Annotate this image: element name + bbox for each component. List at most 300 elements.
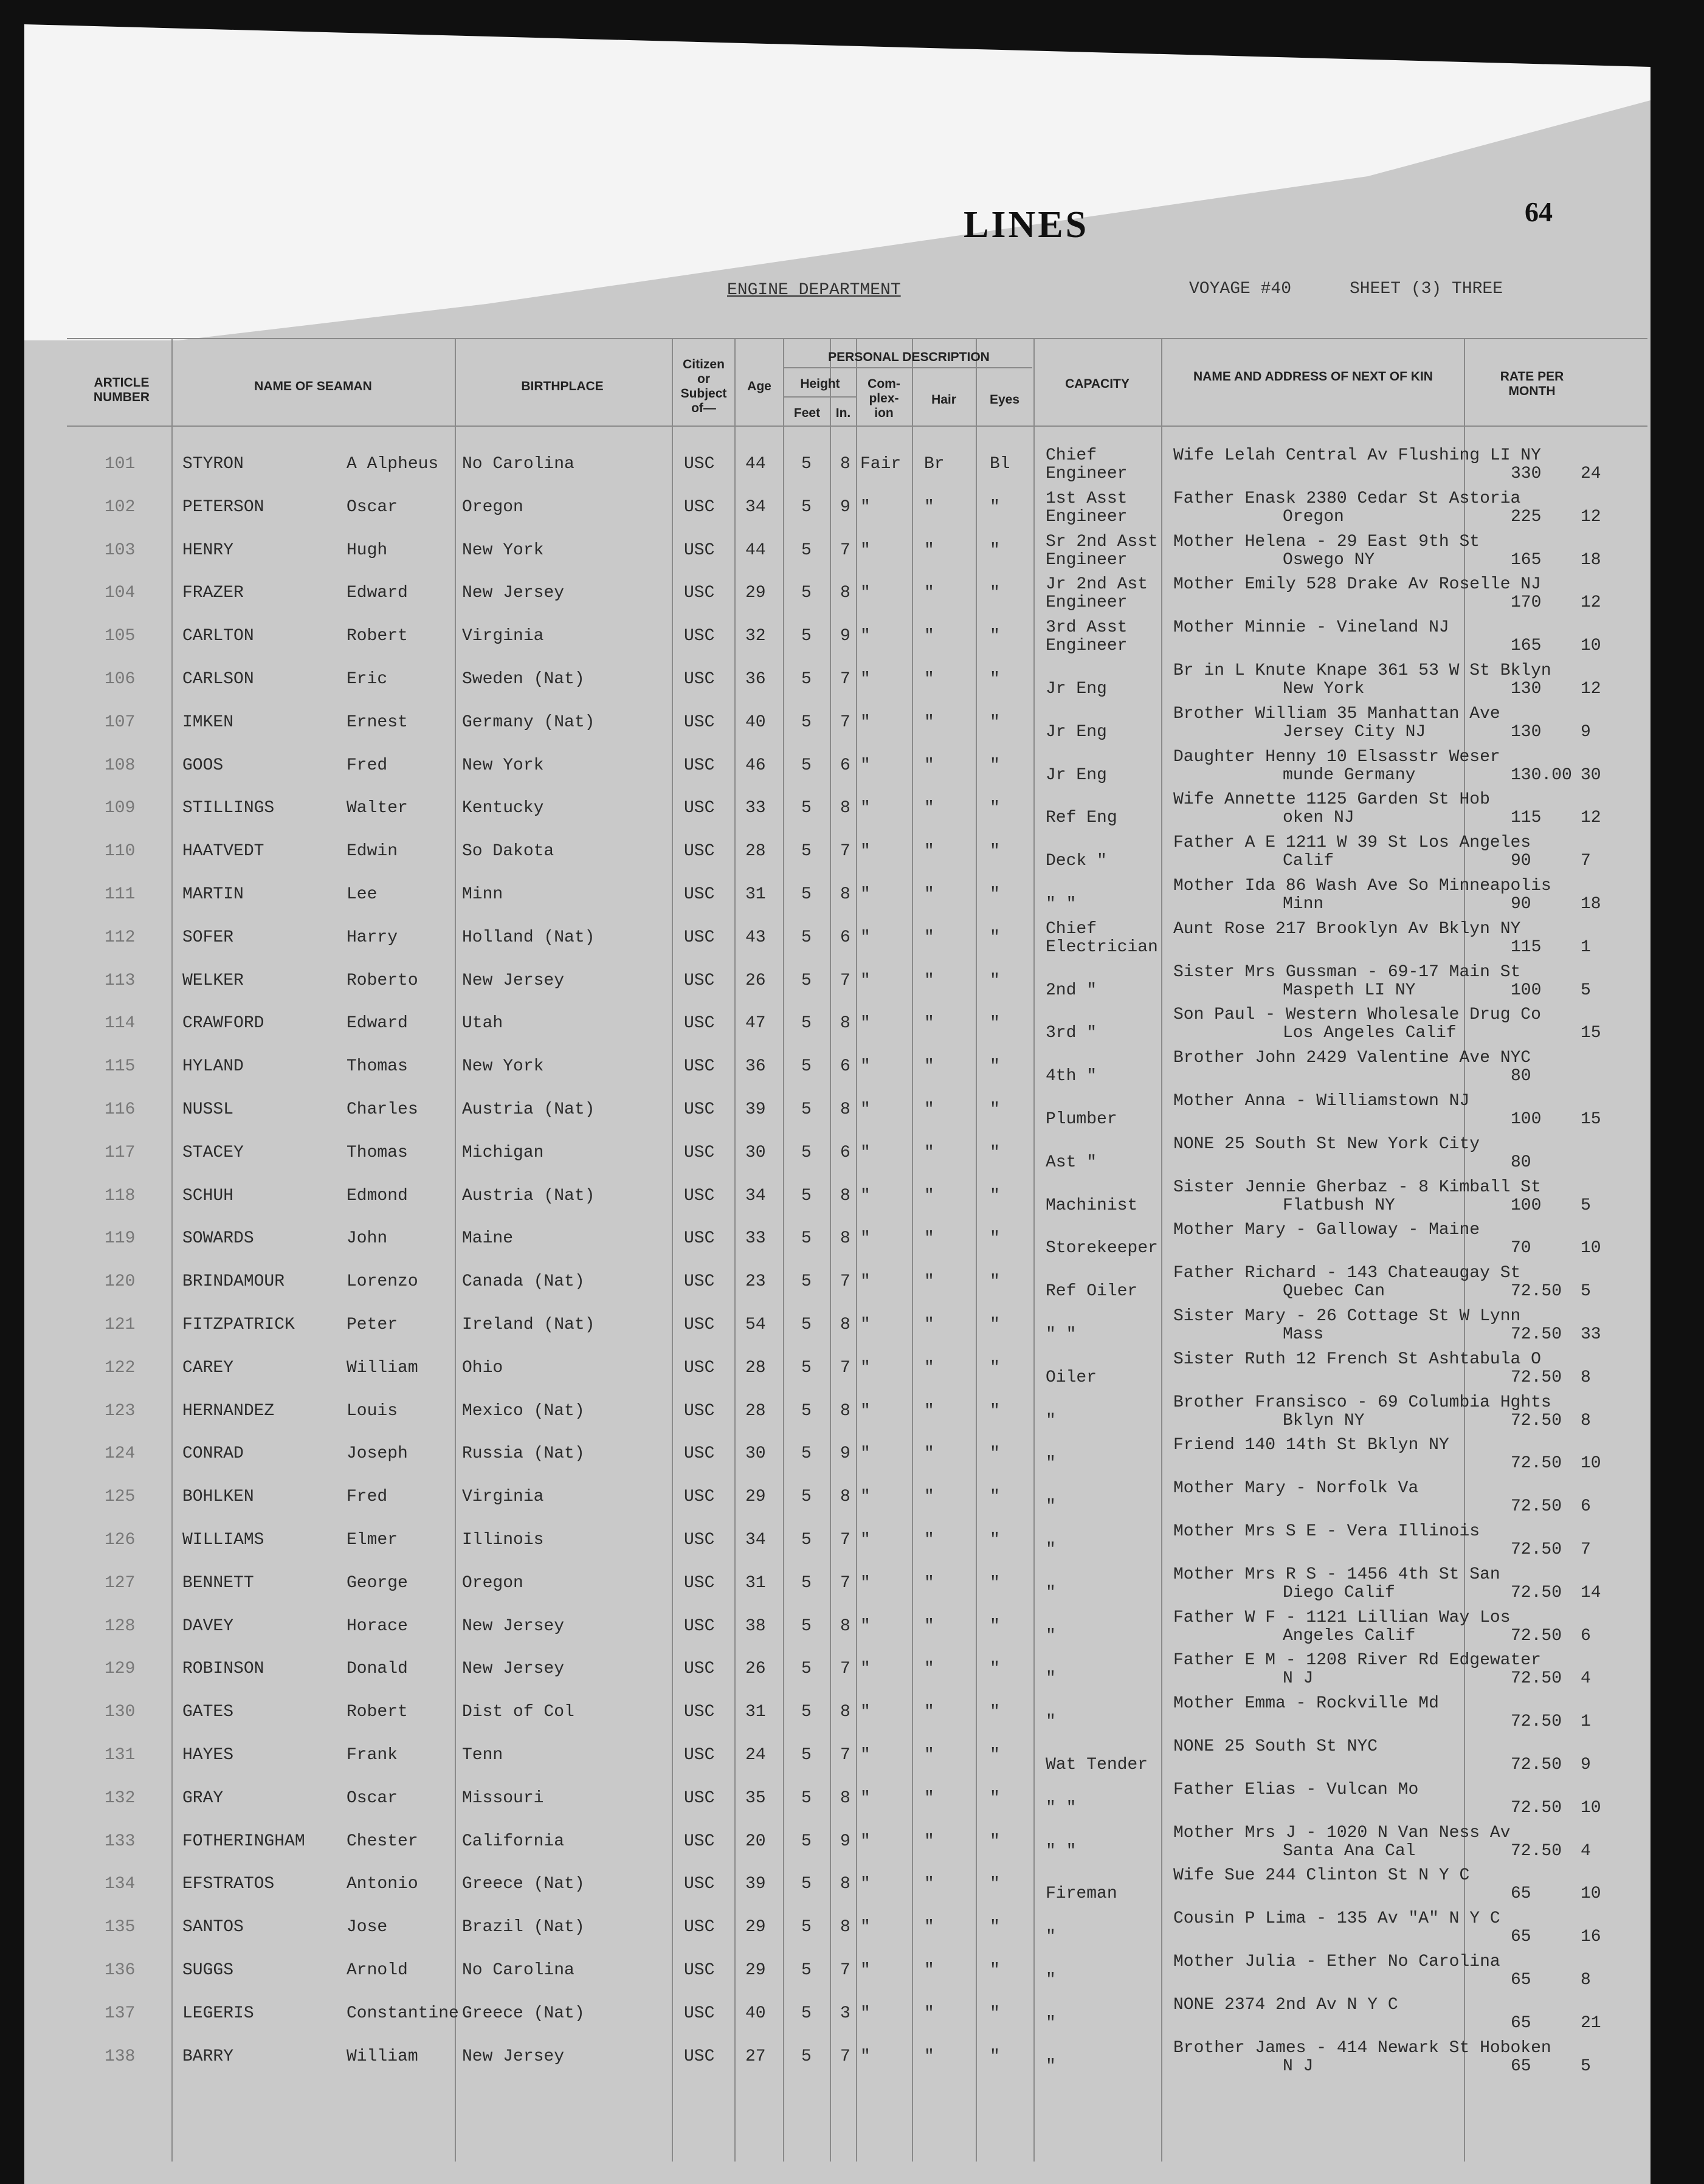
birthplace: New Jersey	[462, 1616, 565, 1636]
next-of-kin-line-1: NONE 2374 2nd Av N Y C	[1173, 1995, 1398, 2014]
eye-color: "	[990, 1788, 1000, 1808]
capacity-line-2: "	[1046, 2056, 1056, 2076]
next-of-kin-line-2: Oregon	[1283, 507, 1344, 526]
age: 29	[745, 1487, 766, 1507]
seaman-given-name: Edward	[347, 584, 408, 603]
next-of-kin-line-2: N J	[1283, 1669, 1314, 1689]
citizenship: USC	[684, 1573, 715, 1593]
complexion: "	[860, 1186, 871, 1205]
monthly-rate: 130	[1511, 680, 1542, 698]
complexion: "	[860, 1918, 871, 1937]
age: 38	[745, 1616, 766, 1636]
rate-extra: 8	[1581, 1971, 1591, 1989]
seaman-surname: IMKEN	[182, 712, 234, 732]
citizenship: USC	[684, 1788, 715, 1808]
hair-color: "	[924, 1358, 934, 1377]
citizenship: USC	[684, 1831, 715, 1851]
article-number: 136	[105, 1961, 136, 1980]
table-row	[0, 1694, 1704, 1745]
rate-extra: 5	[1581, 1282, 1591, 1301]
complexion: "	[860, 1961, 871, 1980]
monthly-rate: 100	[1511, 1196, 1542, 1215]
next-of-kin-line-1: Mother Mrs J - 1020 N Van Ness Av	[1173, 1823, 1511, 1842]
next-of-kin-line-1: Friend 140 14th St Bklyn NY	[1173, 1436, 1449, 1455]
citizenship: USC	[684, 1358, 715, 1377]
voyage-label: VOYAGE #40	[1189, 280, 1292, 298]
height-inches: 8	[840, 1918, 850, 1937]
age: 40	[745, 2003, 766, 2023]
capacity-line-2: Deck "	[1046, 852, 1107, 871]
rate-extra: 7	[1581, 1540, 1591, 1559]
height-feet: 5	[801, 1014, 812, 1033]
capacity-line-2: "	[1046, 1927, 1056, 1947]
hair-color: "	[924, 627, 934, 646]
capacity-line-2: "	[1046, 1712, 1056, 1732]
birthplace: New Jersey	[462, 1659, 565, 1679]
age: 35	[745, 1788, 766, 1808]
eye-color: "	[990, 1573, 1000, 1593]
birthplace: Oregon	[462, 1573, 523, 1593]
citizenship: USC	[684, 1229, 715, 1249]
sheet-label: SHEET (3) THREE	[1350, 280, 1503, 298]
seaman-given-name: Donald	[347, 1659, 408, 1679]
capacity-line-2: 2nd "	[1046, 980, 1097, 1000]
seaman-surname: MARTIN	[182, 885, 244, 904]
eye-color: "	[990, 1014, 1000, 1033]
seaman-given-name: Chester	[347, 1831, 418, 1851]
seaman-surname: CRAWFORD	[182, 1014, 264, 1033]
next-of-kin-line-1: Son Paul - Western Wholesale Drug Co	[1173, 1005, 1541, 1025]
next-of-kin-line-2: Minn	[1283, 895, 1324, 914]
complexion: "	[860, 1229, 871, 1249]
seaman-given-name: Walter	[347, 799, 408, 818]
article-number: 107	[105, 712, 136, 732]
rate-extra: 12	[1581, 808, 1601, 828]
citizenship: USC	[684, 842, 715, 861]
next-of-kin-line-2: New York	[1283, 680, 1365, 698]
height-inches: 7	[840, 842, 850, 861]
height-inches: 9	[840, 1444, 850, 1464]
seaman-given-name: Ernest	[347, 712, 408, 732]
col-header-personal: PERSONAL DESCRIPTION	[828, 350, 990, 364]
eye-color: "	[990, 1057, 1000, 1076]
hair-color: "	[924, 1057, 934, 1076]
col-header-capacity: CAPACITY	[1065, 377, 1130, 391]
capacity-line-2: "	[1046, 1583, 1056, 1602]
hair-color: Br	[924, 455, 945, 474]
complexion: "	[860, 1831, 871, 1851]
hair-color: "	[924, 2003, 934, 2023]
article-number: 122	[105, 1358, 136, 1377]
table-row	[0, 2038, 1704, 2090]
article-number: 109	[105, 799, 136, 818]
seaman-given-name: Elmer	[347, 1531, 398, 1549]
height-inches: 8	[840, 455, 850, 474]
height-feet: 5	[801, 1100, 812, 1119]
next-of-kin-line-2: Jersey City NJ	[1283, 722, 1426, 742]
hair-color: "	[924, 2047, 934, 2066]
eye-color: "	[990, 1143, 1000, 1162]
col-header-complexion: Com- plex- ion	[868, 377, 900, 420]
citizenship: USC	[684, 756, 715, 775]
height-feet: 5	[801, 1918, 812, 1937]
hair-color: "	[924, 756, 934, 775]
seaman-surname: NUSSL	[182, 1100, 234, 1119]
next-of-kin-line-1: Father E M - 1208 River Rd Edgewater	[1173, 1651, 1541, 1670]
eye-color: "	[990, 799, 1000, 818]
capacity-line-2: 3rd "	[1046, 1024, 1097, 1043]
rate-extra: 18	[1581, 895, 1601, 914]
birthplace: Brazil (Nat)	[462, 1918, 585, 1937]
seaman-given-name: Hugh	[347, 540, 388, 560]
eye-color: "	[990, 1831, 1000, 1851]
seaman-given-name: Charles	[347, 1100, 418, 1119]
height-rule	[783, 396, 856, 398]
monthly-rate: 65	[1511, 1884, 1531, 1904]
seaman-given-name: Louis	[347, 1401, 398, 1421]
age: 31	[745, 885, 766, 904]
hair-color: "	[924, 712, 934, 732]
next-of-kin-line-1: Mother Emma - Rockville Md	[1173, 1694, 1439, 1714]
next-of-kin-line-2: Calif	[1283, 852, 1334, 871]
capacity-line-2: " "	[1046, 1841, 1077, 1861]
next-of-kin-line-1: Mother Mrs R S - 1456 4th St San	[1173, 1565, 1500, 1584]
article-number: 131	[105, 1746, 136, 1765]
citizenship: USC	[684, 1401, 715, 1421]
monthly-rate: 90	[1511, 852, 1531, 871]
seaman-surname: FITZPATRICK	[182, 1315, 295, 1334]
seaman-given-name: Oscar	[347, 497, 398, 517]
seaman-given-name: Horace	[347, 1616, 408, 1636]
rate-extra: 6	[1581, 1626, 1591, 1645]
seaman-given-name: Edmond	[347, 1186, 408, 1205]
height-feet: 5	[801, 2003, 812, 2023]
birthplace: No Carolina	[462, 1961, 574, 1980]
height-feet: 5	[801, 627, 812, 646]
age: 46	[745, 756, 766, 775]
height-inches: 8	[840, 1014, 850, 1033]
age: 39	[745, 1100, 766, 1119]
citizenship: USC	[684, 799, 715, 818]
article-number: 132	[105, 1788, 136, 1808]
rate-extra: 33	[1581, 1325, 1601, 1344]
height-feet: 5	[801, 842, 812, 861]
height-inches: 7	[840, 1531, 850, 1549]
hair-color: "	[924, 540, 934, 560]
monthly-rate: 130.00	[1511, 765, 1572, 785]
seaman-surname: FOTHERINGHAM	[182, 1831, 305, 1851]
hair-color: "	[924, 1444, 934, 1464]
seaman-surname: CARLTON	[182, 627, 254, 646]
birthplace: Ohio	[462, 1358, 503, 1377]
birthplace: Austria (Nat)	[462, 1100, 595, 1119]
eye-color: "	[990, 497, 1000, 517]
hair-color: "	[924, 1487, 934, 1507]
monthly-rate: 90	[1511, 895, 1531, 914]
capacity-line-2: "	[1046, 1411, 1056, 1430]
seaman-surname: HAATVEDT	[182, 842, 264, 861]
seaman-surname: SOFER	[182, 928, 234, 947]
next-of-kin-line-2: Santa Ana Cal	[1283, 1841, 1416, 1861]
birthplace: Michigan	[462, 1143, 544, 1162]
age: 29	[745, 584, 766, 603]
height-inches: 6	[840, 928, 850, 947]
next-of-kin-line-2: N J	[1283, 2056, 1314, 2076]
rate-extra: 9	[1581, 722, 1591, 742]
eye-color: "	[990, 1659, 1000, 1679]
article-number: 119	[105, 1229, 136, 1249]
sheet-title: LINES	[964, 204, 1089, 246]
next-of-kin-line-2: Quebec Can	[1283, 1282, 1385, 1301]
height-inches: 7	[840, 1358, 850, 1377]
rate-extra: 4	[1581, 1669, 1591, 1689]
monthly-rate: 72.50	[1511, 1497, 1562, 1517]
capacity-line-1: 1st Asst	[1046, 489, 1128, 508]
capacity-line-2: Electrician	[1046, 937, 1158, 957]
eye-color: "	[990, 1961, 1000, 1980]
rate-extra: 16	[1581, 1927, 1601, 1947]
birthplace: Maine	[462, 1229, 514, 1249]
hair-color: "	[924, 1186, 934, 1205]
birthplace: Germany (Nat)	[462, 712, 595, 732]
age: 27	[745, 2047, 766, 2066]
article-number: 128	[105, 1616, 136, 1636]
height-feet: 5	[801, 455, 812, 474]
complexion: "	[860, 1531, 871, 1549]
monthly-rate: 72.50	[1511, 1755, 1562, 1774]
rate-extra: 1	[1581, 1712, 1591, 1732]
capacity-line-2: Ref Eng	[1046, 808, 1117, 828]
hair-color: "	[924, 842, 934, 861]
birthplace: Minn	[462, 885, 503, 904]
monthly-rate: 72.50	[1511, 1368, 1562, 1387]
height-feet: 5	[801, 885, 812, 904]
department-label: ENGINE DEPARTMENT	[727, 281, 901, 300]
rate-extra: 15	[1581, 1110, 1601, 1129]
rate-extra: 15	[1581, 1024, 1601, 1043]
height-inches: 7	[840, 2047, 850, 2066]
capacity-line-2: "	[1046, 1669, 1056, 1689]
monthly-rate: 72.50	[1511, 1325, 1562, 1344]
age: 32	[745, 627, 766, 646]
rate-extra: 5	[1581, 2056, 1591, 2076]
eye-color: "	[990, 885, 1000, 904]
height-feet: 5	[801, 497, 812, 517]
next-of-kin-line-1: Sister Mrs Gussman - 69-17 Main St	[1173, 962, 1521, 982]
seaman-surname: SCHUH	[182, 1186, 234, 1205]
article-number: 111	[105, 885, 136, 904]
height-inches: 9	[840, 497, 850, 517]
next-of-kin-line-1: Sister Ruth 12 French St Ashtabula O	[1173, 1349, 1541, 1369]
age: 44	[745, 455, 766, 474]
hair-color: "	[924, 670, 934, 689]
eye-color: Bl	[990, 455, 1010, 474]
monthly-rate: 165	[1511, 636, 1542, 656]
next-of-kin-line-1: NONE 25 South St NYC	[1173, 1737, 1378, 1756]
height-inches: 7	[840, 712, 850, 732]
age: 43	[745, 928, 766, 947]
col-header-name: NAME OF SEAMAN	[254, 379, 372, 393]
col-header-feet: Feet	[793, 406, 821, 420]
seaman-surname: FRAZER	[182, 584, 244, 603]
hair-color: "	[924, 885, 934, 904]
complexion: "	[860, 1703, 871, 1722]
height-feet: 5	[801, 1057, 812, 1076]
next-of-kin-line-1: NONE 25 South St New York City	[1173, 1134, 1480, 1154]
col-header-article: ARTICLE NUMBER	[93, 376, 150, 404]
height-feet: 5	[801, 1616, 812, 1636]
height-inches: 9	[840, 627, 850, 646]
height-feet: 5	[801, 584, 812, 603]
article-number: 135	[105, 1918, 136, 1937]
eye-color: "	[990, 1186, 1000, 1205]
monthly-rate: 70	[1511, 1239, 1531, 1258]
height-inches: 8	[840, 1100, 850, 1119]
hair-color: "	[924, 1315, 934, 1334]
complexion: "	[860, 1444, 871, 1464]
height-inches: 6	[840, 1057, 850, 1076]
eye-color: "	[990, 627, 1000, 646]
eye-color: "	[990, 756, 1000, 775]
seaman-given-name: Robert	[347, 1703, 408, 1722]
citizenship: USC	[684, 1143, 715, 1162]
table-row	[0, 1651, 1704, 1702]
rate-extra: 14	[1581, 1583, 1601, 1602]
seaman-surname: BOHLKEN	[182, 1487, 254, 1507]
article-number: 103	[105, 540, 136, 560]
citizenship: USC	[684, 971, 715, 990]
next-of-kin-line-1: Father W F - 1121 Lillian Way Los	[1173, 1608, 1511, 1627]
citizenship: USC	[684, 1014, 715, 1033]
age: 39	[745, 1875, 766, 1894]
monthly-rate: 72.50	[1511, 1583, 1562, 1602]
age: 28	[745, 842, 766, 861]
eye-color: "	[990, 928, 1000, 947]
height-feet: 5	[801, 799, 812, 818]
hair-color: "	[924, 1014, 934, 1033]
height-feet: 5	[801, 1401, 812, 1421]
birthplace: Russia (Nat)	[462, 1444, 585, 1464]
age: 24	[745, 1746, 766, 1765]
table-row	[0, 1436, 1704, 1487]
eye-color: "	[990, 1315, 1000, 1334]
complexion: "	[860, 670, 871, 689]
age: 23	[745, 1272, 766, 1292]
next-of-kin-line-1: Daughter Henny 10 Elsasstr Weser	[1173, 747, 1500, 766]
next-of-kin-line-1: Mother Helena - 29 East 9th St	[1173, 532, 1480, 551]
seaman-surname: HENRY	[182, 540, 234, 560]
seaman-given-name: George	[347, 1573, 408, 1593]
birthplace: Tenn	[462, 1746, 503, 1765]
citizenship: USC	[684, 540, 715, 560]
height-inches: 8	[840, 1315, 850, 1334]
rate-extra: 10	[1581, 636, 1601, 656]
seaman-surname: GRAY	[182, 1788, 224, 1808]
height-inches: 7	[840, 1961, 850, 1980]
article-number: 121	[105, 1315, 136, 1334]
height-feet: 5	[801, 712, 812, 732]
height-feet: 5	[801, 1703, 812, 1722]
eye-color: "	[990, 1746, 1000, 1765]
col-header-height: Height	[800, 377, 840, 391]
next-of-kin-line-1: Wife Sue 244 Clinton St N Y C	[1173, 1866, 1470, 1886]
birthplace: Missouri	[462, 1788, 544, 1808]
seaman-given-name: Fred	[347, 1487, 388, 1507]
citizenship: USC	[684, 1487, 715, 1507]
article-number: 129	[105, 1659, 136, 1679]
birthplace: Greece (Nat)	[462, 1875, 585, 1894]
seaman-given-name: Thomas	[347, 1057, 408, 1076]
height-feet: 5	[801, 1746, 812, 1765]
age: 28	[745, 1401, 766, 1421]
height-feet: 5	[801, 1315, 812, 1334]
capacity-line-2: 4th "	[1046, 1067, 1097, 1086]
capacity-line-2: Engineer	[1046, 593, 1128, 613]
capacity-line-2: " "	[1046, 1798, 1077, 1817]
next-of-kin-line-1: Father A E 1211 W 39 St Los Angeles	[1173, 833, 1531, 853]
height-feet: 5	[801, 1961, 812, 1980]
hair-color: "	[924, 584, 934, 603]
next-of-kin-line-2: Mass	[1283, 1325, 1324, 1344]
height-inches: 8	[840, 1616, 850, 1636]
age: 28	[745, 1358, 766, 1377]
next-of-kin-line-1: Father Richard - 143 Chateaugay St	[1173, 1264, 1521, 1283]
height-feet: 5	[801, 1659, 812, 1679]
height-inches: 7	[840, 1659, 850, 1679]
rate-extra: 5	[1581, 980, 1591, 1000]
complexion: "	[860, 799, 871, 818]
citizenship: USC	[684, 1659, 715, 1679]
monthly-rate: 115	[1511, 937, 1542, 957]
capacity-line-2: "	[1046, 1497, 1056, 1517]
article-number: 126	[105, 1531, 136, 1549]
monthly-rate: 72.50	[1511, 1626, 1562, 1645]
seaman-surname: SOWARDS	[182, 1229, 254, 1249]
monthly-rate: 330	[1511, 464, 1542, 483]
capacity-line-1: Chief	[1046, 919, 1097, 939]
eye-color: "	[990, 670, 1000, 689]
article-number: 104	[105, 584, 136, 603]
rate-extra: 10	[1581, 1239, 1601, 1258]
seaman-surname: HYLAND	[182, 1057, 244, 1076]
article-number: 110	[105, 842, 136, 861]
rate-extra: 4	[1581, 1841, 1591, 1861]
age: 26	[745, 971, 766, 990]
citizenship: USC	[684, 584, 715, 603]
article-number: 117	[105, 1143, 136, 1162]
birthplace: Oregon	[462, 497, 523, 517]
article-number: 101	[105, 455, 136, 474]
rate-extra: 9	[1581, 1755, 1591, 1774]
complexion: "	[860, 1014, 871, 1033]
monthly-rate: 72.50	[1511, 1411, 1562, 1430]
height-feet: 5	[801, 1444, 812, 1464]
birthplace: Canada (Nat)	[462, 1272, 585, 1292]
citizenship: USC	[684, 712, 715, 732]
next-of-kin-line-1: Father Elias - Vulcan Mo	[1173, 1780, 1419, 1799]
height-inches: 8	[840, 1401, 850, 1421]
age: 34	[745, 1186, 766, 1205]
seaman-surname: GOOS	[182, 756, 224, 775]
seaman-surname: CONRAD	[182, 1444, 244, 1464]
capacity-line-2: "	[1046, 1454, 1056, 1473]
seaman-given-name: John	[347, 1229, 388, 1249]
col-header-age: Age	[747, 379, 771, 393]
eye-color: "	[990, 1875, 1000, 1894]
seaman-given-name: Arnold	[347, 1961, 408, 1980]
hair-color: "	[924, 497, 934, 517]
article-number: 114	[105, 1014, 136, 1033]
